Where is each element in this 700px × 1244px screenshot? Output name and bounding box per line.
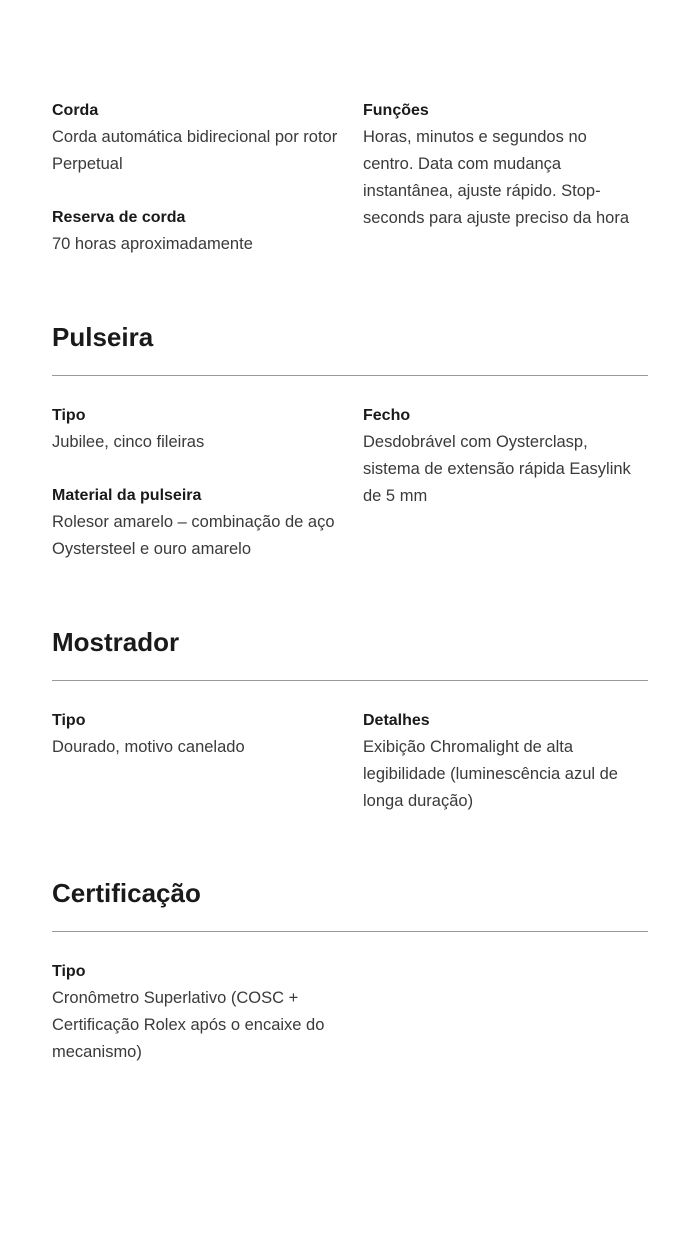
pulseira-specs bbox=[52, 402, 648, 563]
movement-right-column bbox=[363, 97, 648, 258]
spec-label: Funções bbox=[363, 102, 429, 119]
certificacao-specs bbox=[52, 958, 648, 1066]
section-divider bbox=[52, 375, 648, 376]
spec-funcoes bbox=[363, 97, 648, 232]
spec-label: Fecho bbox=[363, 407, 411, 424]
spec-label: Tipo bbox=[52, 963, 86, 980]
spec-certificacao-tipo bbox=[52, 958, 363, 1066]
pulseira-right-column bbox=[363, 402, 648, 563]
section-title-certificacao: Certificação bbox=[52, 878, 201, 908]
movement-left-column bbox=[52, 97, 363, 258]
spec-detalhes bbox=[363, 707, 648, 815]
spec-label: Material da pulseira bbox=[52, 487, 202, 504]
section-title-mostrador: Mostrador bbox=[52, 627, 180, 657]
spec-label: Detalhes bbox=[363, 712, 430, 729]
section-divider bbox=[52, 680, 648, 681]
spec-material-da-pulseira bbox=[52, 482, 363, 563]
spec-value: Dourado, motivo canelado bbox=[52, 738, 245, 756]
spec-label: Reserva de corda bbox=[52, 209, 186, 226]
spec-value: Exibição Chromalight de alta legibilidade (luminescência azul de longa duração) bbox=[363, 738, 618, 810]
spec-value: Desdobrável com Oysterclasp, sistema de extensão rápida Easylink de 5 mm bbox=[363, 433, 631, 505]
section-title-pulseira: Pulseira bbox=[52, 322, 154, 352]
section-divider bbox=[52, 931, 648, 932]
spec-mostrador-tipo bbox=[52, 707, 363, 761]
spec-value: Jubilee, cinco fileiras bbox=[52, 433, 205, 451]
spec-value: Rolesor amarelo – combinação de aço Oystersteel e ouro amarelo bbox=[52, 513, 335, 558]
spec-label: Tipo bbox=[52, 712, 86, 729]
spec-value: Horas, minutos e segundos no centro. Data com mudança instantânea, ajuste rápido. Stop-seconds para ajuste preciso da hora bbox=[363, 128, 629, 227]
spec-fecho bbox=[363, 402, 648, 510]
spec-value: Cronômetro Superlativo (COSC + Certificação Rolex após o encaixe do mecanismo) bbox=[52, 989, 325, 1061]
mostrador-right-column bbox=[363, 707, 648, 815]
spec-reserva-de-corda bbox=[52, 204, 363, 258]
spec-label: Tipo bbox=[52, 407, 86, 424]
mostrador-specs bbox=[52, 707, 648, 815]
certificacao-left-column bbox=[52, 958, 363, 1066]
spec-corda bbox=[52, 97, 363, 178]
pulseira-left-column bbox=[52, 402, 363, 563]
certificacao-right-column bbox=[363, 958, 648, 1066]
movement-specs bbox=[52, 97, 648, 258]
mostrador-left-column bbox=[52, 707, 363, 815]
spec-label: Corda bbox=[52, 102, 99, 119]
spec-value: Corda automática bidirecional por rotor Perpetual bbox=[52, 128, 338, 173]
spec-pulseira-tipo bbox=[52, 402, 363, 456]
spec-value: 70 horas aproximadamente bbox=[52, 235, 253, 253]
